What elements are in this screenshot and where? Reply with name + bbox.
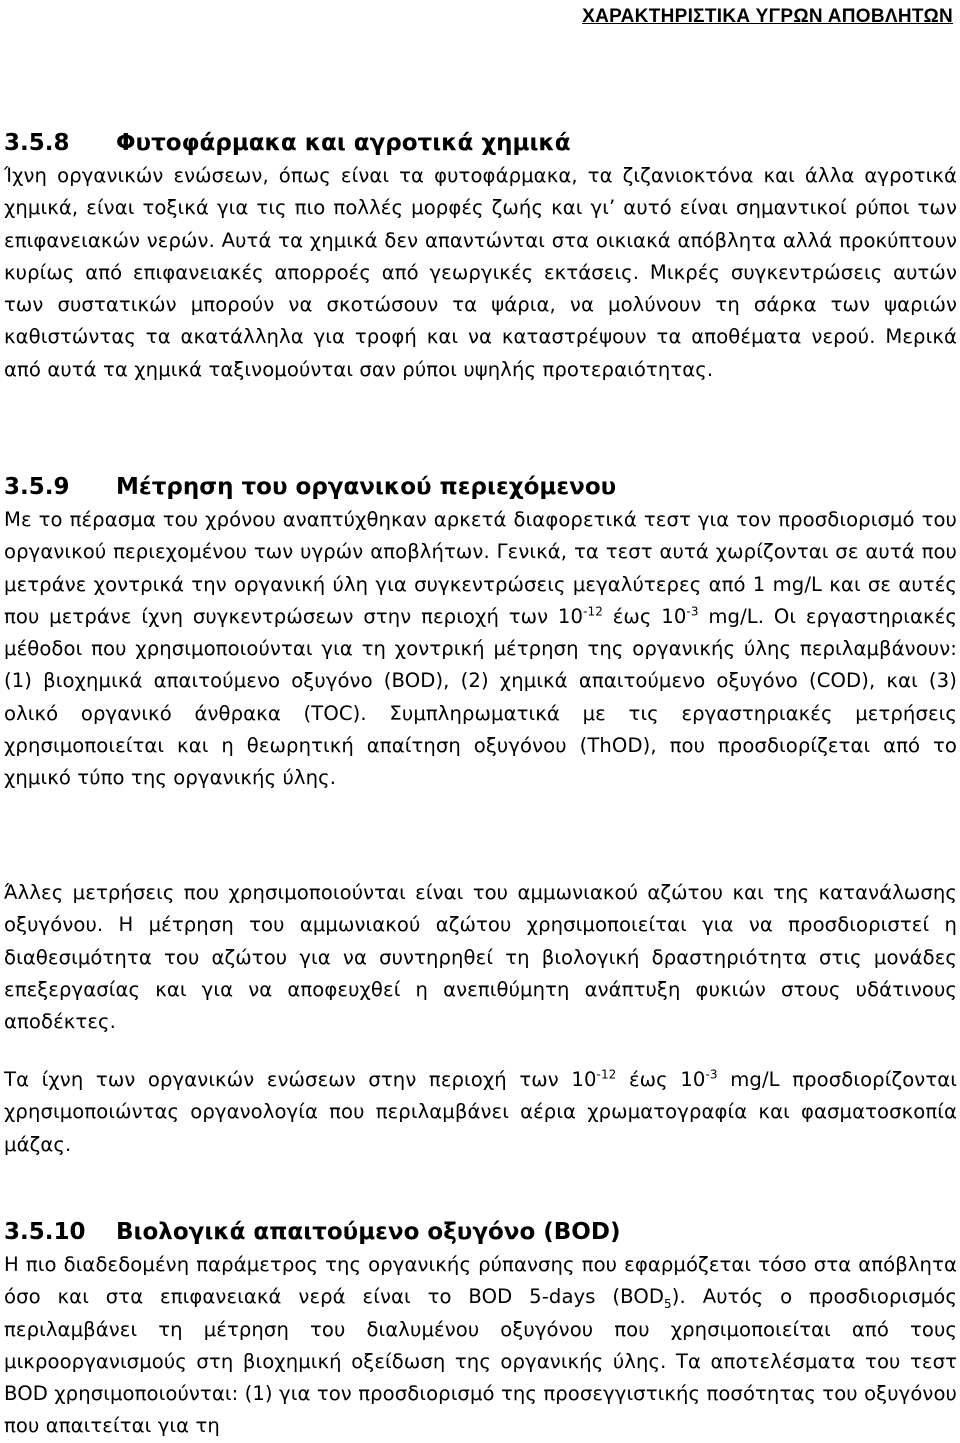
section-title: Φυτοφάρμακα και αγροτικά χημικά bbox=[116, 130, 571, 156]
paragraph bbox=[4, 1249, 957, 1443]
superscript: -12 bbox=[583, 604, 603, 619]
section-3-5-8 bbox=[4, 126, 957, 386]
text-run: Η πιο διαδεδομένη παράμετρος της οργανικής ρύπανσης που εφαρμόζεται τόσο στα απόβλητα όσο και στα επιφανειακά νερά είναι το BOD 5-days (BOD bbox=[4, 1253, 957, 1309]
section-heading bbox=[4, 1215, 957, 1249]
section-heading bbox=[4, 126, 957, 160]
text-run: έως 10 bbox=[616, 1068, 706, 1091]
superscript: -12 bbox=[596, 1067, 617, 1082]
paragraph: Ίχνη οργανικών ενώσεων, όπως είναι τα φυτοφάρμακα, τα ζιζανιοκτόνα και άλλα αγροτικά χημικά, είναι τοξικά για τις πιο πολλές μορφές ζωής και γι’ αυτό είναι σημαντικοί ρύποι των επιφανειακών νερών. Αυτά τα χημικά δεν απαντώνται στα οικιακά απόβλητα αλλά προκύπτουν κυρίως από επιφανειακές απορροές από γεωργικές εκτάσεις. Μικρές συγκεντρώσεις αυτών των συστατικών μπορούν να σκοτώσουν τα ψάρια, να μολύνουν τη σάρκα των ψαριών καθιστώντας τα ακατάλληλα για τροφή και να καταστρέψουν τα αποθέματα νερού. Μερικά από αυτά τα χημικά ταξινομούνται σαν ρύποι υψηλής προτεραιότητας. bbox=[4, 164, 957, 381]
section-3-5-10 bbox=[4, 1215, 957, 1443]
paragraph-block bbox=[4, 877, 957, 1038]
paragraph bbox=[4, 504, 957, 795]
section-3-5-9 bbox=[4, 470, 957, 795]
text-run: ). Αυτός ο προσδιορισμός περιλαμβάνει τη μέτρηση του διαλυμένου οξυγόνου που χρησιμοποιείται από τους μικροοργανισμούς στη βιοχημική οξείδωση της οργανικής ύλης. Τα αποτελέσματα του τεστ BOD χρησιμοποιούνται: (1) για τον προσδιορισμό της προσεγγιστικής ποσότητας του οξυγόνου που απαιτείται για τη bbox=[4, 1285, 957, 1438]
section-title: Βιολογικά απαιτούμενο οξυγόνο (BOD) bbox=[116, 1219, 621, 1245]
paragraph-block bbox=[4, 1064, 957, 1161]
text-run: mg/L προσδιορίζονται χρησιμοποιώντας οργανολογία που περιλαμβάνει αέρια χρωματογραφία και φασματοσκοπία μάζας. bbox=[4, 1068, 957, 1156]
subscript: 5 bbox=[664, 1297, 672, 1312]
section-number: 3.5.9 bbox=[4, 474, 70, 500]
paragraph bbox=[4, 1064, 957, 1161]
text-run: έως 10 bbox=[602, 604, 687, 628]
section-heading bbox=[4, 470, 957, 504]
section-title: Μέτρηση του οργανικού περιεχόμενου bbox=[116, 474, 617, 500]
superscript: -3 bbox=[705, 1067, 718, 1082]
superscript: -3 bbox=[686, 604, 699, 619]
text-run: Τα ίχνη των οργανικών ενώσεων στην περιοχή των 10 bbox=[4, 1068, 597, 1091]
section-number: 3.5.8 bbox=[4, 130, 70, 156]
paragraph: Άλλες μετρήσεις που χρησιμοποιούνται είναι του αμμωνιακού αζώτου και της κατανάλωσης οξυγόνου. Η μέτρηση του αμμωνιακού αζώτου χρησιμοποιείται για να προσδιοριστεί η διαθεσιμότητα του αζώτου για να συντηρηθεί τη βιολογική δραστηριότητα στις μονάδες επεξεργασίας και για να αποφευχθεί η ανεπιθύμητη ανάπτυξη φυκιών στους υδάτινους αποδέκτες. bbox=[4, 881, 957, 1034]
text-run: Με το πέρασμα του χρόνου αναπτύχθηκαν αρκετά διαφορετικά τεστ για τον προσδιορισμό του οργανικού περιεχομένου των υγρών αποβλήτων. Γενικά, τα τεστ αυτά χωρίζονται σε αυτά που μετράνε χοντρικά την οργανική ύλη για συγκεντρώσεις μεγαλύτερες από 1 mg/L και σε αυτές που μετράνε ίχνη συγκεντρώσεων στην περιοχή των 10 bbox=[4, 508, 957, 628]
text-run: mg/L. Οι εργαστηριακές μέθοδοι που χρησιμοποιούνται για τη χοντρική μέτρηση της οργανικής ύλης περιλαμβάνουν: (1) βιοχημικά απαιτούμενο οξυγόνο (BOD), (2) χημικά απαιτούμενο οξυγόνο (COD), και (3) ολικό οργανικό άνθρακα (TOC). Συμπληρωματικά με τις εργαστηριακές μετρήσεις χρησιμοποιείται και η θεωρητική απαίτηση οξυγόνου (ThOD), που προσδιορίζεται από το χημικό τύπο της οργανικής ύλης. bbox=[4, 604, 957, 790]
running-header: ΧΑΡΑΚΤΗΡΙΣΤΙΚΑ ΥΓΡΩΝ ΑΠΟΒΛΗΤΩΝ bbox=[582, 6, 953, 27]
section-number: 3.5.10 bbox=[4, 1219, 86, 1245]
